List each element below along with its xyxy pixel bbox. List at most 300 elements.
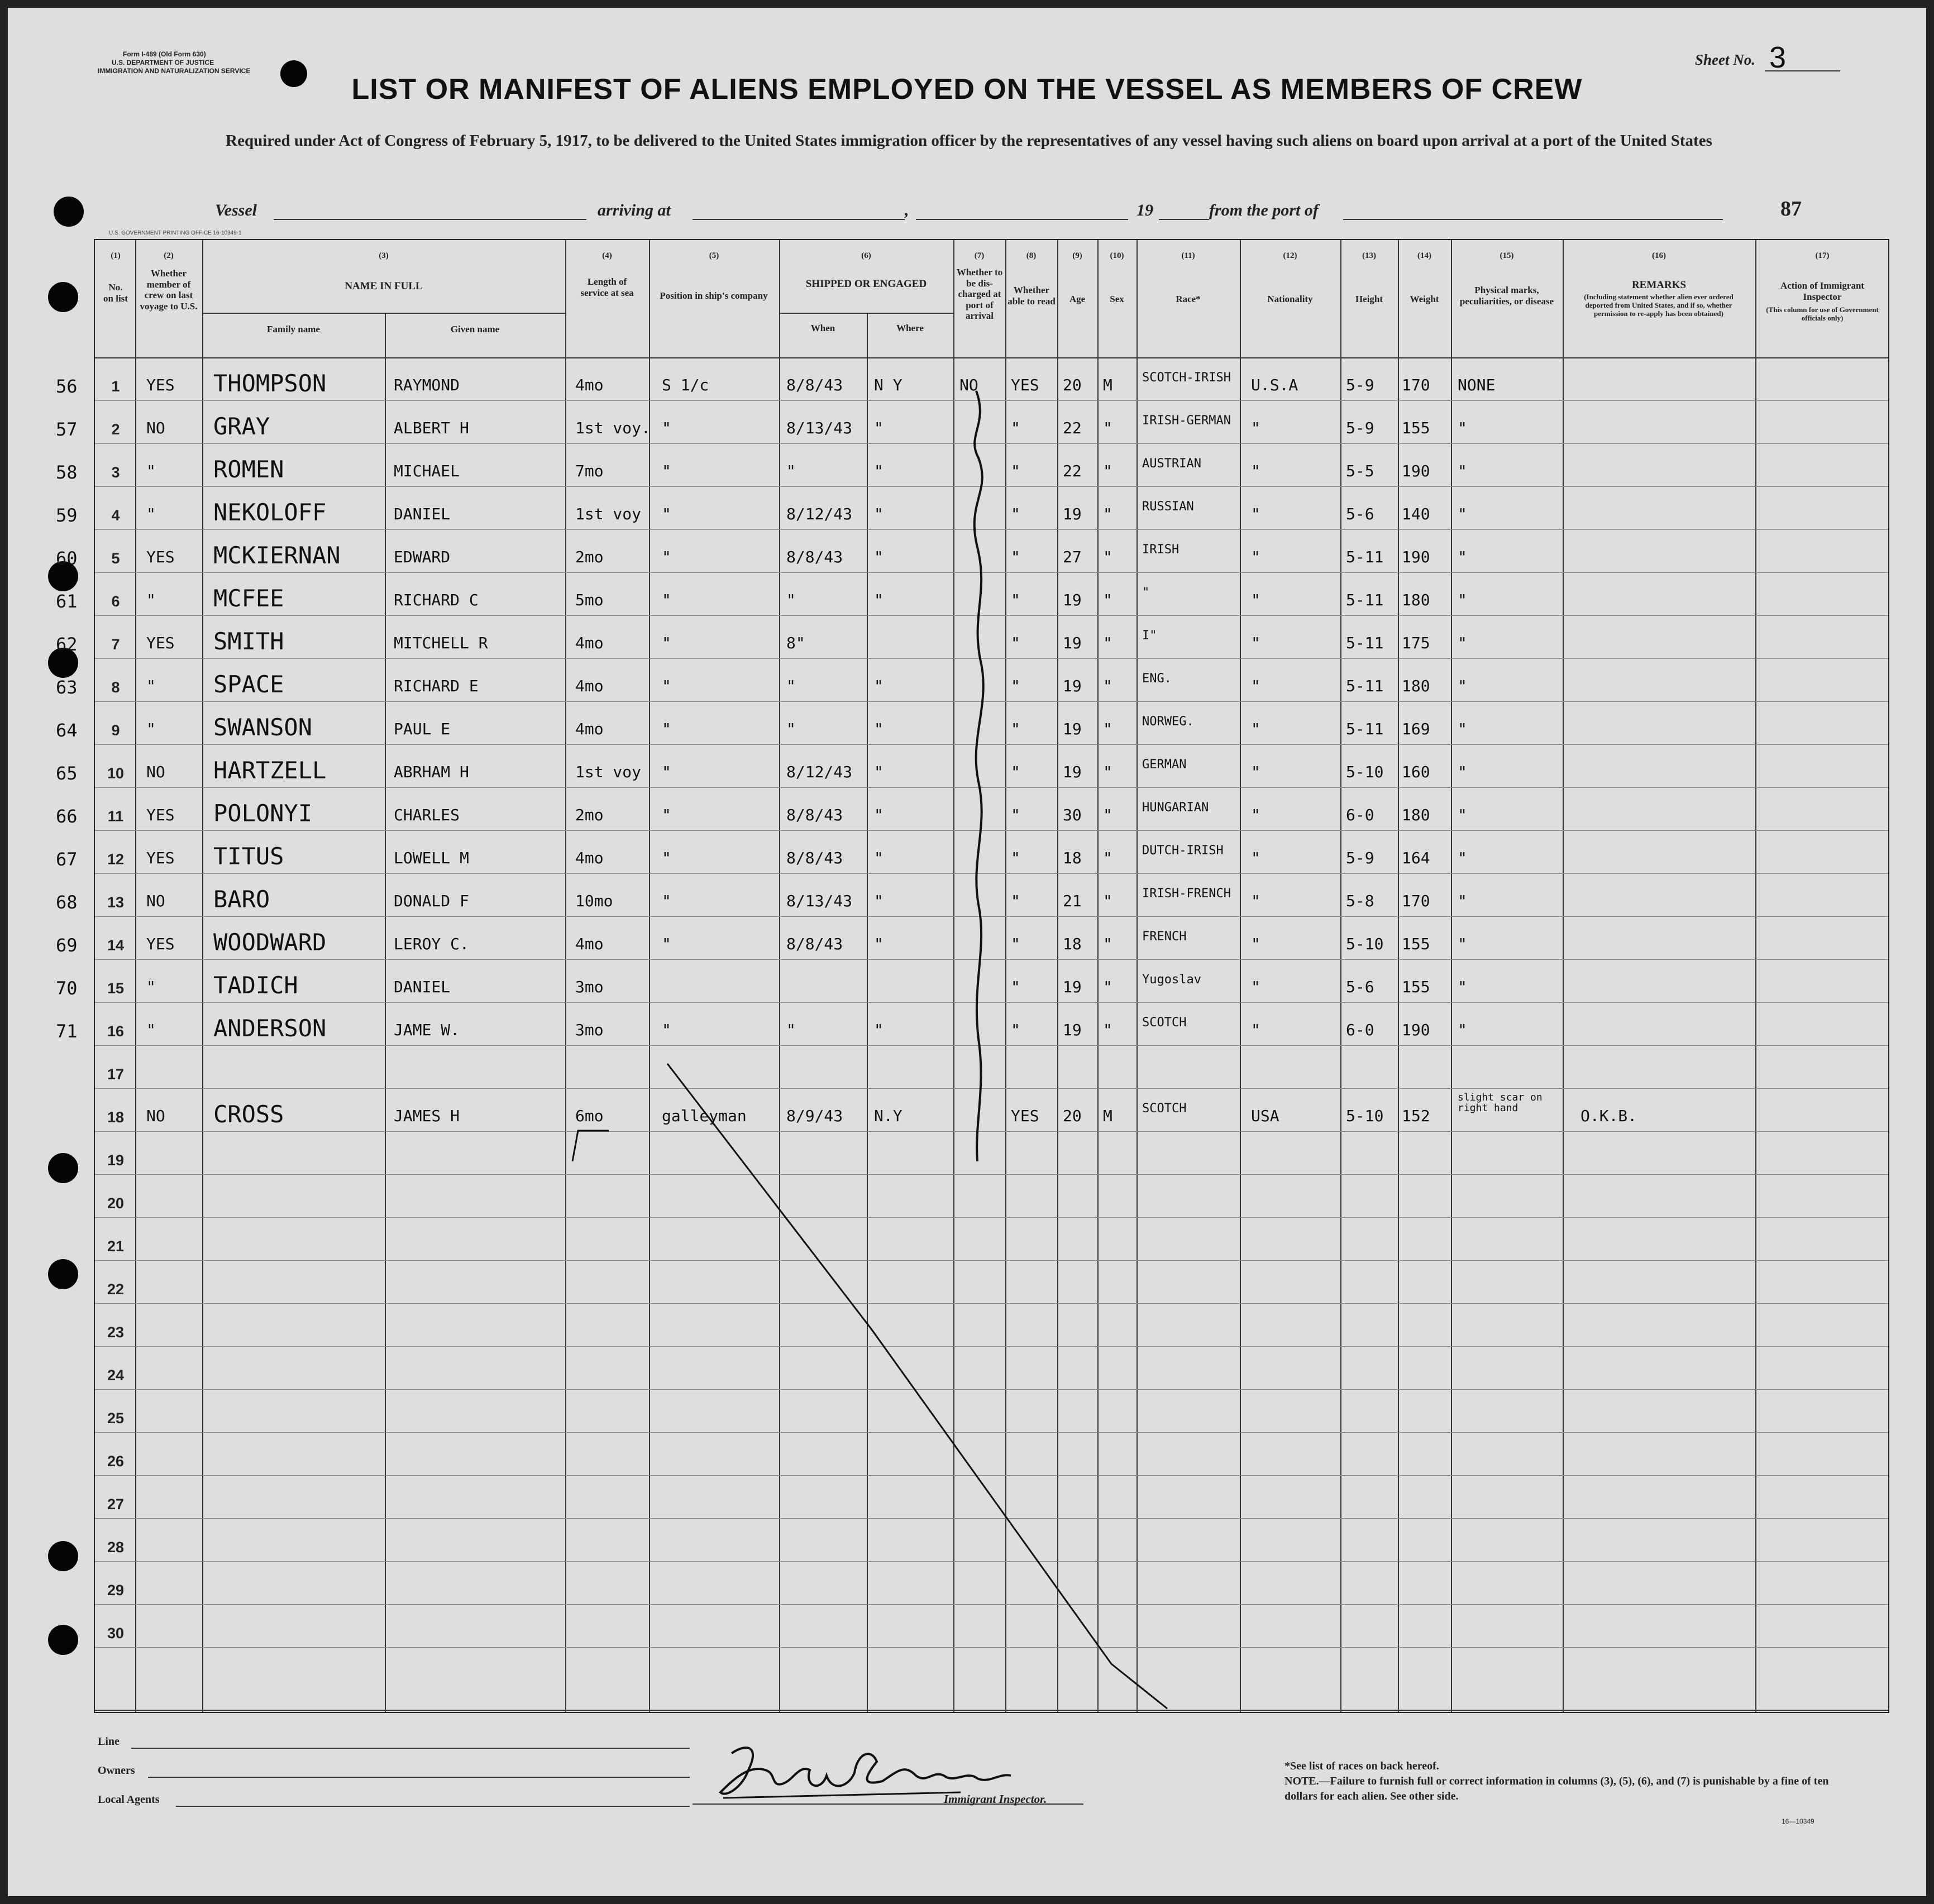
cell-sex: " [1103, 935, 1112, 953]
cell-sex: " [1103, 677, 1112, 695]
cell-age: 18 [1063, 849, 1082, 867]
cell-when: 8/13/43 [786, 419, 853, 437]
cell-remarks: O.K.B. [1580, 1107, 1637, 1125]
cell-race: GERMAN [1142, 758, 1187, 772]
row-number: 25 [107, 1410, 125, 1427]
cell-read: " [1011, 1021, 1020, 1039]
cell-weight: 155 [1402, 935, 1430, 953]
row-number: 21 [107, 1238, 125, 1255]
department-name: U.S. DEPARTMENT OF JUSTICE [112, 59, 214, 66]
cell-position: " [662, 806, 671, 824]
cell-nationality: " [1251, 634, 1260, 652]
margin-crew-number: 69 [56, 935, 78, 956]
footer-line-label: Line [98, 1735, 120, 1748]
cell-prior: NO [146, 419, 165, 437]
cell-height: 5-9 [1346, 419, 1374, 437]
cell-family: NEKOLOFF [213, 499, 327, 526]
header-whether-member: Whether member of crew on last voyage to U.S. [140, 268, 198, 312]
cell-prior: " [146, 677, 156, 695]
margin-crew-number: 66 [56, 806, 78, 827]
cell-prior: " [146, 1021, 156, 1039]
cell-height: 6-0 [1346, 1021, 1374, 1039]
cell-nationality: " [1251, 978, 1260, 996]
cell-marks: " [1458, 978, 1467, 996]
cell-length: 4mo [575, 849, 604, 867]
cell-prior: " [146, 462, 156, 480]
cell-where: " [874, 548, 884, 566]
cell-weight: 190 [1402, 548, 1430, 566]
cell-age: 21 [1063, 892, 1082, 910]
cell-length: 1st voy [575, 505, 642, 523]
cell-height: 5-11 [1346, 677, 1384, 695]
cell-where: " [874, 763, 884, 781]
cell-race: SCOTCH-IRISH [1142, 371, 1231, 385]
cell-prior: " [146, 978, 156, 996]
cell-given: JAMES H [394, 1107, 460, 1125]
cell-when: " [786, 462, 796, 480]
cell-height: 5-11 [1346, 634, 1384, 652]
row-number: 19 [107, 1152, 125, 1169]
header-remarks-sub: (Including statement whether alien ever ordered deported from United States, and if so, whether permission to re-apply has been obtained) [1584, 293, 1734, 318]
cell-family: MCFEE [213, 585, 284, 612]
cell-race: IRISH-GERMAN [1142, 414, 1231, 428]
cell-nationality: " [1251, 462, 1260, 480]
margin-crew-number: 60 [56, 548, 78, 569]
cell-sex: " [1103, 806, 1112, 824]
cell-height: 5-9 [1346, 849, 1374, 867]
cell-family: SPACE [213, 671, 284, 698]
footer-agents-blank [176, 1806, 690, 1807]
col-number-6: (6) [861, 251, 871, 260]
col-number-17: (17) [1815, 251, 1830, 260]
cell-height: 5-10 [1346, 1107, 1384, 1125]
cell-when: 8" [786, 634, 805, 652]
cell-height: 5-11 [1346, 720, 1384, 738]
cell-read: " [1011, 849, 1020, 867]
cell-sex: " [1103, 548, 1112, 566]
cell-read: " [1011, 978, 1020, 996]
cell-where: " [874, 806, 884, 824]
cell-discharge: NO [959, 376, 978, 394]
footnotes [1284, 1759, 1843, 1804]
cell-marks: " [1458, 849, 1467, 867]
cell-length: 10mo [575, 892, 613, 910]
cell-given: RAYMOND [394, 376, 460, 394]
cell-position: " [662, 591, 671, 609]
row-number: 11 [107, 808, 124, 825]
cell-prior: YES [146, 634, 175, 652]
margin-crew-number: 58 [56, 462, 78, 483]
cell-marks: " [1458, 462, 1467, 480]
cell-marks: slight scar on right hand [1458, 1092, 1543, 1114]
cell-prior: YES [146, 376, 175, 394]
page-number: 87 [1780, 197, 1802, 221]
cell-age: 18 [1063, 935, 1082, 953]
col-number-14: (14) [1417, 251, 1431, 260]
cell-race: HUNGARIAN [1142, 801, 1209, 815]
cell-read: YES [1011, 1107, 1039, 1125]
cell-given: DANIEL [394, 505, 451, 523]
cell-read: " [1011, 763, 1020, 781]
from-port-label: from the port of [1209, 201, 1319, 219]
cell-family: SWANSON [213, 714, 313, 741]
header-name-in-full: NAME IN FULL [345, 280, 423, 292]
cell-weight: 140 [1402, 505, 1430, 523]
cell-family: WOODWARD [213, 929, 327, 956]
header-nationality: Nationality [1267, 294, 1313, 304]
page-title: LIST OR MANIFEST OF ALIENS EMPLOYED ON THE VESSEL AS MEMBERS OF CREW [351, 73, 1583, 106]
cell-when: " [786, 591, 796, 609]
cell-age: 20 [1063, 376, 1082, 394]
header-given-name: Given name [450, 324, 500, 334]
cell-when: 8/8/43 [786, 376, 843, 394]
cell-height: 5-8 [1346, 892, 1374, 910]
page-subtitle: Required under Act of Congress of February 5, 1917, to be delivered to the United States immigration officer by the representatives of any vessel having such aliens on board upon arrival at a port of the United States [226, 132, 1712, 150]
row-number: 2 [111, 421, 120, 438]
cell-family: TITUS [213, 843, 284, 870]
row-number: 16 [107, 1023, 125, 1040]
cell-given: EDWARD [394, 548, 451, 566]
cell-weight: 169 [1402, 720, 1430, 738]
cell-length: 1st voy [575, 763, 642, 781]
cell-position: galleyman [662, 1107, 747, 1125]
margin-crew-number: 68 [56, 892, 78, 913]
header-race: Race* [1176, 294, 1201, 304]
cell-sex: " [1103, 763, 1112, 781]
cell-family: CROSS [213, 1101, 284, 1128]
header-remarks: REMARKS [1631, 279, 1687, 291]
cell-age: 22 [1063, 419, 1082, 437]
cell-length: 2mo [575, 548, 604, 566]
cell-length: 3mo [575, 978, 604, 996]
inspector-label: Immigrant Inspector. [944, 1792, 1047, 1806]
cell-where: " [874, 462, 884, 480]
cell-height: 6-0 [1346, 806, 1374, 824]
col-number-5: (5) [709, 251, 719, 260]
cell-marks: " [1458, 1021, 1467, 1039]
header-family-name: Family name [267, 324, 320, 334]
header-weight: Weight [1410, 294, 1439, 304]
cell-when: 8/8/43 [786, 806, 843, 824]
cell-race: FRENCH [1142, 930, 1187, 944]
cell-nationality: " [1251, 935, 1260, 953]
cell-position: " [662, 849, 671, 867]
cell-sex: " [1103, 892, 1112, 910]
cell-marks: " [1458, 505, 1467, 523]
row-number: 18 [107, 1109, 125, 1126]
cell-sex: " [1103, 419, 1112, 437]
form-number: Form I-489 (Old Form 630) [123, 50, 206, 58]
col-number-8: (8) [1026, 251, 1037, 260]
row-number: 15 [107, 980, 125, 997]
cell-when: 8/13/43 [786, 892, 853, 910]
cell-length: 4mo [575, 376, 604, 394]
cell-height: 5-10 [1346, 763, 1384, 781]
row-number: 22 [107, 1281, 125, 1298]
cell-sex: " [1103, 1021, 1112, 1039]
row-number: 27 [107, 1496, 125, 1513]
cell-family: THOMPSON [213, 370, 327, 397]
cell-length: 1st voy. [575, 419, 651, 437]
cell-weight: 170 [1402, 892, 1430, 910]
cell-position: " [662, 634, 671, 652]
cell-given: ABRHAM H [394, 763, 469, 781]
cell-age: 19 [1063, 978, 1082, 996]
cell-position: S 1/c [662, 376, 709, 394]
cell-weight: 160 [1402, 763, 1430, 781]
header-physical-marks: Physical marks, peculiarities, or disease [1459, 285, 1554, 307]
cell-read: " [1011, 419, 1020, 437]
cell-where: " [874, 505, 884, 523]
cell-position: " [662, 419, 671, 437]
cell-race: " [1142, 586, 1150, 600]
cell-nationality: " [1251, 720, 1260, 738]
cell-prior: YES [146, 849, 175, 867]
cell-age: 19 [1063, 1021, 1082, 1039]
cell-sex: " [1103, 849, 1112, 867]
cell-position: " [662, 935, 671, 953]
cell-sex: " [1103, 505, 1112, 523]
margin-crew-number: 70 [56, 978, 78, 999]
cell-position: " [662, 892, 671, 910]
cell-when: 8/8/43 [786, 935, 843, 953]
cell-given: MITCHELL R [394, 634, 488, 652]
row-number: 26 [107, 1453, 125, 1470]
cell-marks: " [1458, 634, 1467, 652]
row-number: 20 [107, 1195, 125, 1212]
cell-position: " [662, 720, 671, 738]
cell-given: PAUL E [394, 720, 451, 738]
header-able-to-read: Whether able to read [1007, 285, 1056, 307]
row-number: 9 [111, 722, 120, 739]
footer-agents-label: Local Agents [98, 1793, 160, 1806]
col-number-12: (12) [1283, 251, 1297, 260]
cell-given: RICHARD C [394, 591, 479, 609]
header-height: Height [1355, 294, 1383, 304]
col-number-13: (13) [1362, 251, 1376, 260]
cell-where: " [874, 849, 884, 867]
header-no-on-list: No. on list [103, 282, 128, 304]
cell-weight: 152 [1402, 1107, 1430, 1125]
margin-crew-number: 56 [56, 376, 78, 397]
col-number-16: (16) [1652, 251, 1666, 260]
row-number: 28 [107, 1539, 125, 1556]
cell-race: RUSSIAN [1142, 500, 1194, 514]
cell-length: 4mo [575, 634, 604, 652]
cell-nationality: " [1251, 591, 1260, 609]
row-number: 6 [111, 593, 120, 610]
cell-when: 8/8/43 [786, 548, 843, 566]
header-sex: Sex [1110, 294, 1124, 304]
col-number-7: (7) [974, 251, 985, 260]
cell-race: SCOTCH [1142, 1016, 1187, 1030]
cell-where: " [874, 419, 884, 437]
cell-family: GRAY [213, 413, 270, 440]
form-code: 16—10349 [1782, 1817, 1814, 1825]
cell-when: " [786, 677, 796, 695]
printing-office-info: U.S. GOVERNMENT PRINTING OFFICE 16-10349-1 [109, 230, 242, 236]
cell-given: JAME W. [394, 1021, 460, 1039]
cell-position: " [662, 548, 671, 566]
cell-read: " [1011, 462, 1020, 480]
cell-marks: NONE [1458, 376, 1496, 394]
header-age: Age [1069, 294, 1086, 304]
races-footnote: *See list of races on back hereof. [1284, 1760, 1439, 1772]
row-number: 4 [111, 507, 120, 524]
margin-crew-number: 65 [56, 763, 78, 784]
cell-given: MICHAEL [394, 462, 460, 480]
row-number: 24 [107, 1367, 125, 1384]
cell-nationality: U.S.A [1251, 376, 1298, 394]
footer-owners-blank [148, 1777, 690, 1778]
vessel-label: Vessel [215, 201, 257, 219]
row-number: 5 [111, 550, 120, 567]
cell-when: 8/12/43 [786, 763, 853, 781]
cell-where: " [874, 591, 884, 609]
cell-position: " [662, 462, 671, 480]
row-number: 8 [111, 679, 120, 696]
row-number: 10 [107, 765, 125, 782]
col-number-11: (11) [1181, 251, 1195, 260]
cell-position: " [662, 505, 671, 523]
margin-crew-number: 71 [56, 1021, 78, 1042]
cell-given: ALBERT H [394, 419, 469, 437]
cell-height: 5-11 [1346, 591, 1384, 609]
col-number-3: (3) [379, 251, 389, 260]
cell-race: AUSTRIAN [1142, 457, 1201, 471]
cell-prior: " [146, 720, 156, 738]
cell-marks: " [1458, 806, 1467, 824]
cell-height: 5-9 [1346, 376, 1374, 394]
cell-when: " [786, 720, 796, 738]
cell-prior: " [146, 591, 156, 609]
cell-length: 2mo [575, 806, 604, 824]
margin-crew-number: 61 [56, 591, 78, 612]
cell-nationality: USA [1251, 1107, 1279, 1125]
cell-height: 5-6 [1346, 505, 1374, 523]
col-number-9: (9) [1072, 251, 1082, 260]
cell-sex: M [1103, 376, 1112, 394]
cell-position: " [662, 1021, 671, 1039]
cell-read: " [1011, 548, 1020, 566]
header-where: Where [896, 323, 924, 333]
cell-weight: 180 [1402, 677, 1430, 695]
footer-owners-label: Owners [98, 1764, 135, 1777]
cell-weight: 190 [1402, 462, 1430, 480]
col-number-10: (10) [1110, 251, 1124, 260]
cell-family: POLONYI [213, 800, 313, 827]
cell-nationality: " [1251, 1021, 1260, 1039]
sheet-number-value: 3 [1769, 41, 1787, 74]
cell-marks: " [1458, 892, 1467, 910]
cell-age: 19 [1063, 634, 1082, 652]
year-label: 19 [1136, 201, 1153, 219]
cell-family: SMITH [213, 628, 284, 655]
cell-nationality: " [1251, 806, 1260, 824]
cell-sex: " [1103, 978, 1112, 996]
header-position: Position in ship's company [660, 290, 768, 301]
cell-read: " [1011, 892, 1020, 910]
cell-age: 19 [1063, 763, 1082, 781]
margin-crew-number: 59 [56, 505, 78, 526]
row-number: 12 [107, 851, 125, 868]
cell-race: Yugoslav [1142, 973, 1201, 987]
cell-race: NORWEG. [1142, 715, 1194, 729]
cell-where: " [874, 720, 884, 738]
cell-given: CHARLES [394, 806, 460, 824]
cell-weight: 164 [1402, 849, 1430, 867]
cell-marks: " [1458, 763, 1467, 781]
header-shipped-engaged: SHIPPED OR ENGAGED [805, 278, 927, 290]
row-number: 7 [111, 636, 120, 653]
cell-weight: 155 [1402, 978, 1430, 996]
cell-race: DUTCH-IRISH [1142, 844, 1224, 858]
cell-length: 4mo [575, 935, 604, 953]
cell-height: 5-6 [1346, 978, 1374, 996]
cell-race: I" [1142, 629, 1157, 643]
header-discharged: Whether to be dis-charged at port of arrival [956, 267, 1003, 322]
cell-where: N Y [874, 376, 902, 394]
cell-when: 8/8/43 [786, 849, 843, 867]
cell-prior: YES [146, 806, 175, 824]
cell-family: BARO [213, 886, 270, 913]
cell-weight: 180 [1402, 806, 1430, 824]
cell-weight: 180 [1402, 591, 1430, 609]
cell-prior: NO [146, 1107, 165, 1125]
cell-read: " [1011, 591, 1020, 609]
cell-marks: " [1458, 935, 1467, 953]
margin-crew-number: 67 [56, 849, 78, 870]
cell-sex: " [1103, 634, 1112, 652]
cell-prior: NO [146, 763, 165, 781]
cell-when: 8/12/43 [786, 505, 853, 523]
cell-height: 5-10 [1346, 935, 1384, 953]
cell-position: " [662, 763, 671, 781]
cell-read: " [1011, 505, 1020, 523]
margin-crew-number: 62 [56, 634, 78, 655]
cell-marks: " [1458, 720, 1467, 738]
cell-age: 19 [1063, 505, 1082, 523]
cell-weight: 175 [1402, 634, 1430, 652]
margin-crew-number: 57 [56, 419, 78, 440]
cell-family: ROMEN [213, 456, 284, 483]
arriving-comma: , [905, 201, 909, 219]
cell-position: " [662, 677, 671, 695]
cell-given: RICHARD E [394, 677, 479, 695]
cell-where: " [874, 935, 884, 953]
cell-nationality: " [1251, 763, 1260, 781]
cell-length: 5mo [575, 591, 604, 609]
row-number: 14 [107, 937, 125, 954]
col-number-4: (4) [602, 251, 612, 260]
cell-race: IRISH-FRENCH [1142, 887, 1231, 901]
cell-length: 3mo [575, 1021, 604, 1039]
cell-sex: M [1103, 1107, 1112, 1125]
cell-length: 4mo [575, 720, 604, 738]
cell-length: 4mo [575, 677, 604, 695]
cell-read: " [1011, 634, 1020, 652]
cell-age: 19 [1063, 720, 1082, 738]
cell-prior: NO [146, 892, 165, 910]
cell-nationality: " [1251, 505, 1260, 523]
cell-read: " [1011, 806, 1020, 824]
cell-sex: " [1103, 462, 1112, 480]
row-number: 13 [107, 894, 125, 911]
cell-race: IRISH [1142, 543, 1179, 557]
cell-sex: " [1103, 720, 1112, 738]
cell-where: " [874, 1021, 884, 1039]
cell-height: 5-11 [1346, 548, 1384, 566]
